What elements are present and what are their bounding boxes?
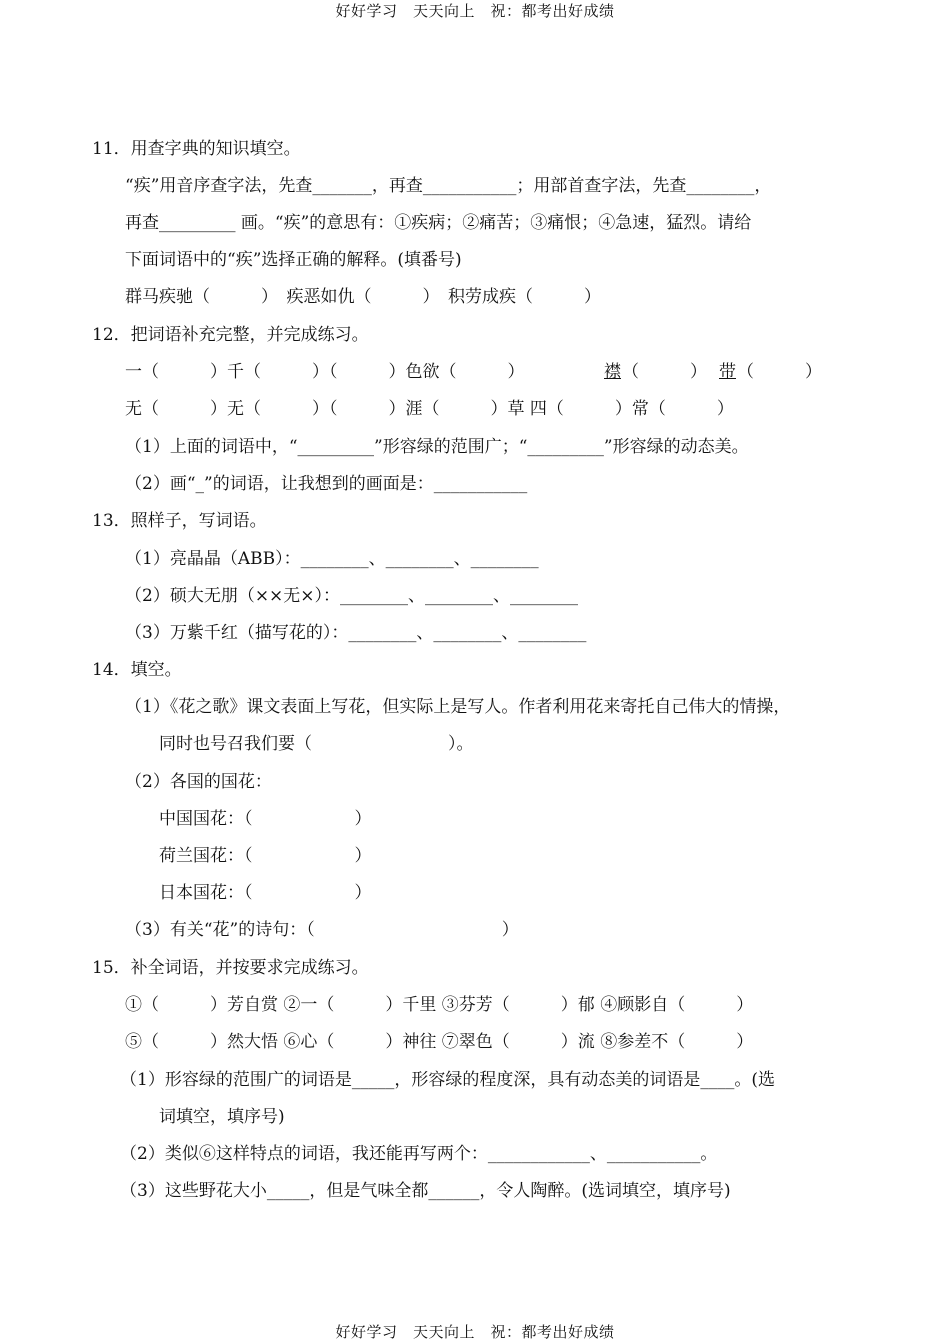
question-11-title: 11．用查字典的知识填空。	[92, 139, 301, 159]
page-header: 好好学习 天天向上 祝：都考出好成绩	[335, 2, 615, 20]
q12-words-row-1: 一（ ）千（ ）（ ）色欲（ ）	[125, 362, 525, 382]
q14-sub-2: （2）各国的国花：	[125, 772, 272, 792]
q11-line-3: 下面词语中的“疾”选择正确的解释。(填番号)	[125, 250, 462, 270]
q12-sub-2: （2）画“_”的词语，让我想到的画面是：___________	[125, 474, 528, 494]
q11-line-1: “疾”用音序查字法，先查_______，再查___________；用部首查字法，先查________，	[125, 176, 772, 196]
question-13-title: 13．照样子，写词语。	[92, 511, 267, 531]
q14-japan-flower: 日本国花：（ ）	[159, 883, 372, 903]
q15-sub-2: （2）类似⑥这样特点的词语，我还能再写两个：____________、___________。	[120, 1144, 718, 1164]
q15-words-row-2: ⑤（ ）然大悟 ⑥心（ ）神往 ⑦翠色（ ）流 ⑧参差不（ ）	[125, 1032, 754, 1052]
q14-sub-3: （3）有关“花”的诗句：（ ）	[125, 920, 519, 940]
q13-sub-3: （3）万紫千红（描写花的）：________、________、________	[125, 623, 587, 643]
q11-line-4: 群马疾驰（ ） 疾恶如仇（ ） 积劳成疾（ ）	[125, 287, 601, 307]
q14-sub-1-cont: 同时也号召我们要（ ）。	[159, 734, 474, 754]
q15-sub-1-cont: 词填空，填序号)	[159, 1107, 285, 1127]
question-15-title: 15．补全词语，并按要求完成练习。	[92, 958, 369, 978]
q12-sub-1: （1）上面的词语中，“_________”形容绿的范围广；“_________”形容绿的动态美。	[125, 437, 749, 457]
q14-china-flower: 中国国花：（ ）	[159, 809, 372, 829]
q11-line-2: 再查_________ 画。“疾”的意思有：①疾病；②痛苦；③痛恨；④急速，猛烈。请给	[125, 213, 752, 233]
q12-blank-2: （ ）	[737, 362, 822, 382]
q14-sub-1: （1）《花之歌》课文表面上写花，但实际上是写人。作者利用花来寄托自己伟大的情操，	[125, 697, 791, 717]
question-14-title: 14．填空。	[92, 660, 182, 680]
q15-words-row-1: ①（ ）芳自赏 ②一（ ）千里 ③芬芳（ ）郁 ④顾影自（ ）	[125, 995, 754, 1015]
q12-underlined-char-2: 带	[719, 362, 736, 382]
page-footer: 好好学习 天天向上 祝：都考出好成绩	[335, 1323, 615, 1341]
q15-sub-3: （3）这些野花大小_____，但是气味全都______，令人陶醉。(选词填空，填序号)	[120, 1181, 731, 1201]
q12-underlined-char-1: 襟	[604, 362, 621, 382]
q13-sub-2: （2）硕大无朋（××无×）：________、________、________	[125, 586, 579, 606]
question-12-title: 12．把词语补充完整，并完成练习。	[92, 325, 369, 345]
q13-sub-1: （1）亮晶晶（ABB）：________、________、________	[125, 549, 539, 569]
q14-netherlands-flower: 荷兰国花：（ ）	[159, 846, 372, 866]
q12-words-row-2: 无（ ）无（ ）（ ）涯（ ）草 四（ ）常（ ）	[125, 399, 734, 419]
q12-blank-1: （ ）	[622, 362, 707, 382]
q15-sub-1: （1）形容绿的范围广的词语是_____，形容绿的程度深，具有动态美的词语是____。(选	[120, 1070, 775, 1090]
